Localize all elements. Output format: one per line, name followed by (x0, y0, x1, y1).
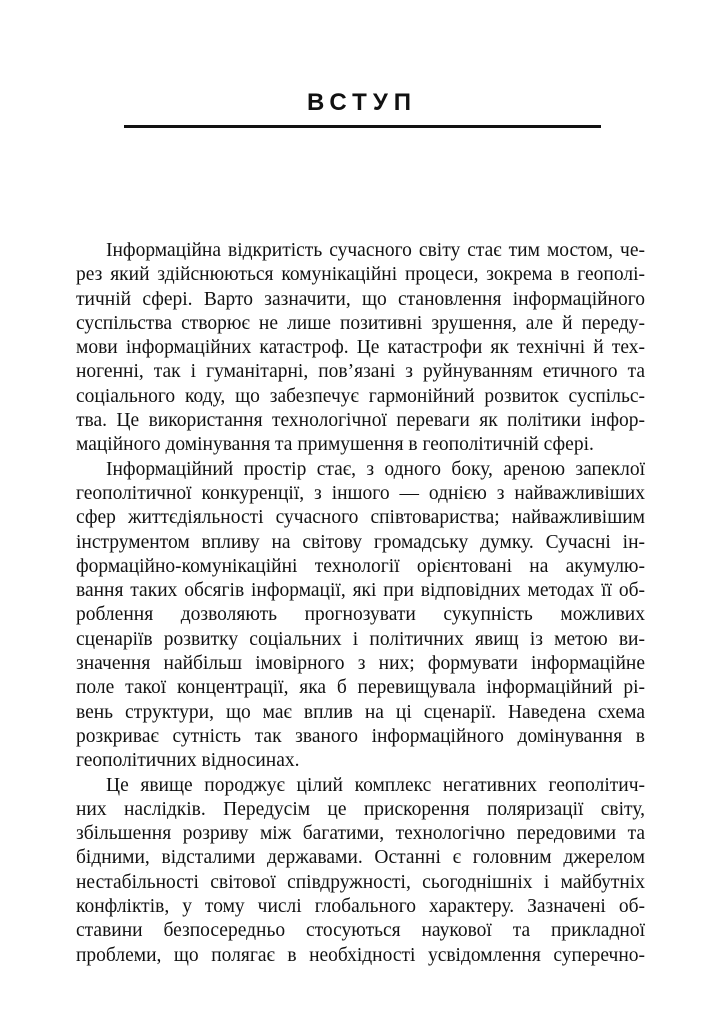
text-line: мови інформаційних катастроф. Це катастрофи як технічні й тех- (76, 337, 645, 359)
text-line: конфліктів, у тому числі глобального характеру. Зазначені об- (76, 896, 645, 918)
text-line: суспільства створює не лише позитивні зрушення, але й переду- (76, 312, 645, 334)
paragraph-3 (76, 774, 645, 968)
text-line: маційного домінування та примушення в геополітичній сфері. (76, 434, 594, 456)
title-underline (124, 125, 601, 128)
text-line: формаційно-комунікаційні технології орієнтовані на акумулю- (76, 555, 645, 577)
text-line: сценаріїв розвитку соціальних і політичних явищ із метою ви- (76, 628, 645, 650)
body-text (76, 239, 645, 968)
text-line: роблення дозволяють прогнозувати сукупність можливих (76, 604, 645, 626)
text-line: рез який здійснюються комунікаційні процеси, зокрема в геополі- (76, 264, 645, 286)
text-line: тичній сфері. Варто зазначити, що становлення інформаційного (76, 288, 645, 310)
text-line: Інформаційна відкритість сучасного світу стає тим мостом, че- (106, 240, 645, 261)
text-line: ставини безпосередньо стосуються наукової та прикладної (76, 920, 645, 942)
text-line: соціального коду, що забезпечує гармонійний розвиток суспільс- (76, 385, 645, 407)
text-line: Інформаційний простір стає, з одного боку, ареною запеклої (106, 458, 645, 480)
paragraph-1 (76, 239, 645, 458)
paragraph-2 (76, 458, 645, 774)
text-line: інструментом впливу на світову громадську думку. Сучасні ін- (76, 531, 645, 553)
text-line: ногенні, так і гуманітарні, пов’язані з руйнуванням етичного та (76, 361, 645, 383)
text-line: тва. Це використання технологічної переваги як політики інфор- (76, 410, 645, 432)
text-line: збільшення розриву між багатими, технологічно передовими та (76, 823, 645, 845)
text-line: геополітичної конкуренції, з іншого — однією з найважливіших (76, 482, 645, 504)
page-title: ВСТУП (307, 89, 417, 116)
text-line: розкриває сутність так званого інформаційного домінування в (76, 725, 645, 747)
text-line: нестабільності світової співдружності, сьогоднішніх і майбутніх (76, 871, 645, 893)
text-line: геополітичних відносинах. (76, 750, 300, 772)
text-line: поле такої концентрації, яка б перевищувала інформаційний рі- (76, 677, 645, 699)
text-line: значення найбільш імовірного з них; формувати інформаційне (76, 653, 645, 675)
text-line: вання таких обсягів інформації, які при відповідних методах її об- (76, 580, 645, 602)
text-line: проблеми, що полягає в необхідності усвідомлення суперечно- (76, 944, 645, 966)
text-line: Це явище породжує цілий комплекс негативних геополітич- (106, 774, 645, 796)
text-line: них наслідків. Передусім це прискорення поляризації світу, (76, 798, 645, 820)
text-line: вень структури, що має вплив на ці сценарії. Наведена схема (76, 701, 645, 723)
text-line: бідними, відсталими державами. Останні є головним джерелом (76, 847, 645, 869)
text-line: сфер життєдіяльності сучасного співтовариства; найважливішим (76, 507, 645, 529)
